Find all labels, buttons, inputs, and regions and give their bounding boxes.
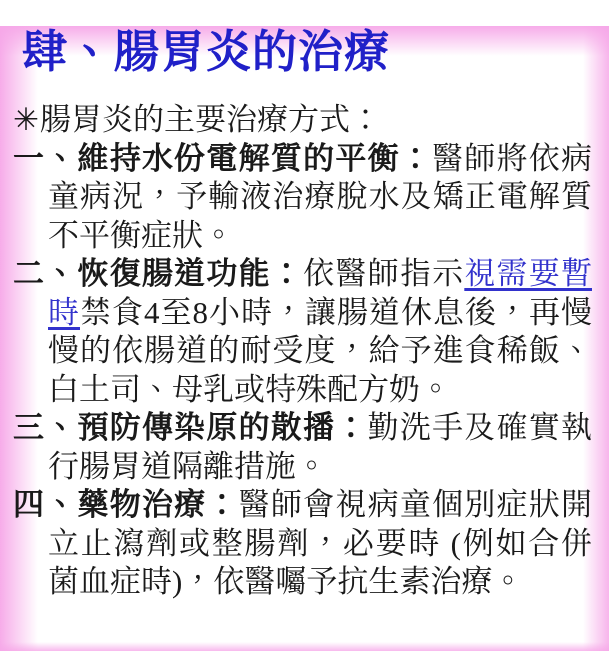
item-3-text: 行腸胃道隔離措施。	[48, 448, 327, 484]
item-4-heading: 四、藥物治療：	[13, 487, 239, 522]
item-2-line-2	[48, 294, 592, 333]
item-3-line-1	[13, 409, 592, 448]
page-title: 肆、腸胃炎的治療	[22, 26, 391, 77]
item-1-text: 童病況，予輸液治療脫水及矯正電解質	[48, 179, 592, 214]
item-4-text: 立止瀉劑或整腸劑，必要時 (例如合併	[48, 525, 592, 561]
item-1-text: 不平衡症狀。	[48, 217, 234, 253]
item-1-line-2	[48, 178, 592, 217]
slide-page	[0, 26, 609, 651]
body-text	[13, 101, 592, 602]
item-2-line-1	[13, 255, 592, 294]
item-4-line-1	[13, 486, 592, 525]
item-2-line-3	[48, 332, 592, 371]
intro-line	[13, 101, 592, 140]
item-2-text: 慢的依腸道的耐受度，給予進食稀飯、	[48, 333, 592, 368]
hyperlink-text[interactable]: 視需要暫	[464, 256, 592, 291]
item-3-text: 勤洗手及確實執	[367, 410, 592, 445]
intro-text: 腸胃炎的主要治療方式：	[39, 102, 381, 137]
item-4-line-2	[48, 525, 592, 564]
item-1-text: 醫師將依病	[432, 140, 592, 176]
item-2-heading: 二、恢復腸道功能：	[13, 256, 304, 291]
item-4-line-3	[48, 563, 592, 602]
item-1-line-1	[13, 140, 592, 179]
item-2-text: 禁食4至8小時，讓腸道休息後，再慢	[80, 294, 592, 330]
item-4-text: 菌血症時)，依醫囑予抗生素治療。	[48, 564, 524, 599]
item-2-text: 依醫師指示	[303, 256, 465, 291]
item-2-text: 白土司、母乳或特殊配方奶。	[48, 371, 451, 407]
item-3-heading: 三、預防傳染原的散播：	[13, 410, 368, 445]
hyperlink-text[interactable]: 時	[48, 294, 80, 330]
item-1-heading: 一、維持水份電解質的平衡：	[13, 140, 433, 176]
asterisk-bullet-icon: ✳	[13, 102, 39, 137]
item-2-line-4	[48, 371, 592, 410]
item-4-text: 醫師會視病童個別症狀開	[238, 487, 592, 522]
item-1-line-3	[48, 217, 592, 256]
item-3-line-2	[48, 448, 592, 487]
